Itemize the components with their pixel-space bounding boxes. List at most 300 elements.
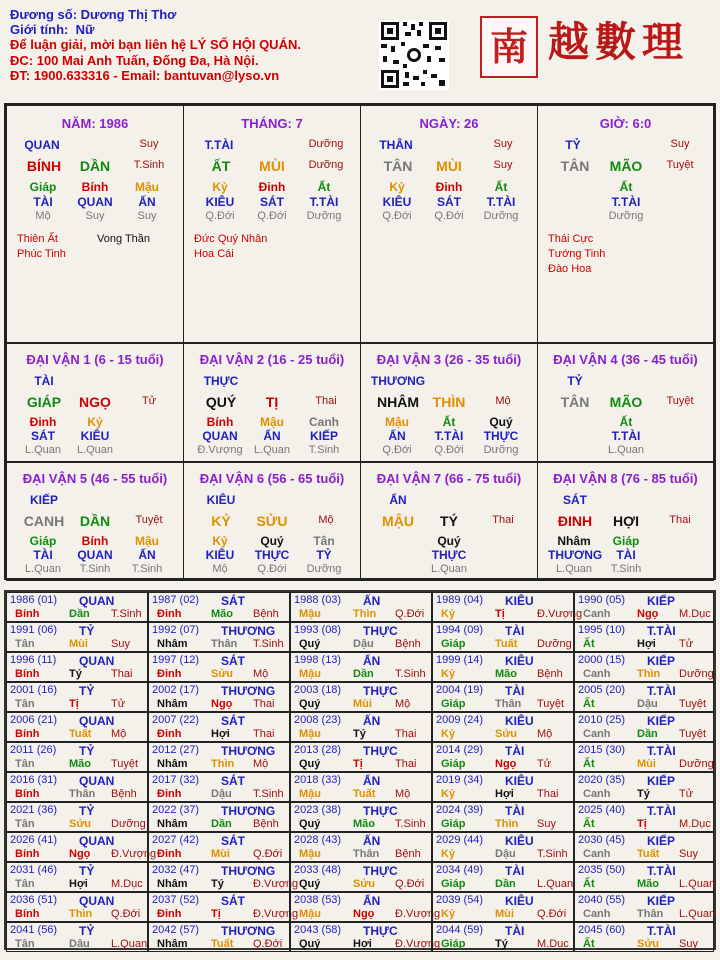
year-cell[interactable] (574, 682, 714, 712)
pillar-stage: Dưỡng (308, 138, 344, 150)
year-ten-god: QUAN (79, 894, 115, 908)
luck-branch: TÝ (440, 513, 458, 529)
year-label: 2041 (56) (10, 924, 58, 936)
year-branch: Dần (495, 878, 516, 890)
hidden-stem: Kỷ (389, 180, 405, 194)
luck-branch: DẦN (79, 513, 111, 529)
year-cell[interactable] (148, 682, 290, 712)
year-ten-god: T.TÀI (647, 924, 676, 938)
year-cell[interactable] (290, 892, 441, 922)
year-cell[interactable] (148, 862, 299, 892)
owner-name: Đương số: Dương Thị Thơ (10, 7, 177, 22)
year-label: 2015 (30) (578, 744, 626, 756)
year-stem: Đinh (157, 908, 182, 920)
luck-branch-stage: Mộ (495, 395, 511, 407)
auspicious-star: Đức Quý Nhân (194, 233, 268, 245)
year-stem: Ất (583, 638, 595, 650)
year-branch: Dậu (353, 638, 374, 650)
year-cell[interactable] (290, 862, 432, 892)
year-cell[interactable] (148, 712, 290, 742)
hidden-ten-god: SÁT (437, 195, 461, 209)
year-cell[interactable] (290, 922, 441, 952)
luck-hidden-stage: T.Sinh (131, 563, 163, 575)
year-stem: Mậu (299, 848, 321, 860)
luck-pillar-cell[interactable] (6, 462, 184, 581)
luck-hidden-stage: L.Quan (430, 563, 468, 575)
year-branch: Tý (495, 938, 508, 950)
year-cell[interactable] (148, 592, 290, 622)
year-cell[interactable] (432, 892, 574, 922)
inauspicious-star: Vong Thần (97, 233, 151, 245)
year-branch: Mùi (637, 758, 656, 770)
year-branch: Hợi (637, 638, 656, 650)
year-branch: Dần (211, 818, 232, 830)
year-ten-god: THƯƠNG (221, 864, 276, 878)
year-cell[interactable] (574, 922, 714, 952)
year-cell[interactable] (432, 652, 574, 682)
year-stage: M.Dục (679, 608, 711, 620)
year-stage: Tuyệt (111, 758, 139, 770)
hidden-stage: Q.Đới (382, 210, 412, 222)
year-ten-god: KIẾP (647, 774, 676, 788)
year-cell[interactable] (290, 682, 432, 712)
year-cell[interactable] (6, 802, 148, 832)
luck-pillar-cell[interactable] (537, 462, 714, 581)
hidden-ten-god: ẤN (138, 195, 156, 209)
year-stem: Ất (583, 758, 595, 770)
year-branch: Tuất (69, 728, 92, 740)
year-cell[interactable] (290, 772, 432, 802)
year-stage: Bệnh (537, 668, 563, 680)
year-stem: Canh (583, 608, 611, 620)
luck-branch: SỬU (256, 513, 288, 529)
luck-hidden-ten-god: TỶ (316, 548, 332, 562)
year-stage: Dưỡng (537, 638, 572, 650)
luck-hidden-stage: Dưỡng (483, 444, 519, 456)
year-stem: Tân (15, 878, 35, 890)
year-stage: Đ.Vượng (395, 938, 441, 950)
year-stem: Bính (15, 608, 40, 620)
year-label: 1986 (01) (10, 594, 58, 606)
luck-hidden-stem: Bính (206, 415, 234, 429)
year-stem: Kỷ (441, 788, 456, 800)
luck-hidden-stem: Ất (442, 415, 456, 429)
pillar-branch: DẦN (79, 158, 111, 174)
year-stage: Tử (679, 638, 694, 650)
luck-hidden-stage: L.Quan (555, 563, 593, 575)
luck-hidden-stem: Bính (81, 534, 109, 548)
year-label: 1997 (12) (152, 654, 200, 666)
year-cell[interactable] (148, 742, 290, 772)
year-stage: T.Sinh (253, 638, 284, 650)
year-stage: Tử (111, 698, 126, 710)
year-cell[interactable] (290, 652, 432, 682)
luck-ten-god: KIÊU (206, 493, 236, 507)
year-cell[interactable] (574, 592, 714, 622)
luck-hidden-stem: Quý (489, 415, 513, 429)
year-ten-god: THƯƠNG (221, 624, 276, 638)
year-cell[interactable] (574, 892, 714, 922)
year-label: 2034 (49) (436, 864, 484, 876)
luck-pillar-title: ĐẠI VẬN 1 (6 - 15 tuổi) (26, 352, 164, 367)
year-cell[interactable] (148, 832, 290, 862)
year-label: 2013 (28) (294, 744, 342, 756)
luck-stem: NHÂM (377, 394, 419, 410)
year-stem: Ất (583, 698, 595, 710)
year-branch: Tuất (211, 938, 234, 950)
year-cell[interactable] (6, 922, 148, 952)
year-label: 2009 (24) (436, 714, 484, 726)
year-cell[interactable] (6, 862, 148, 892)
year-ten-god: THƯƠNG (221, 744, 276, 758)
year-cell[interactable] (432, 592, 583, 622)
hidden-ten-god: T.TÀI (309, 195, 339, 209)
year-cell[interactable] (6, 742, 148, 772)
year-ten-god: KIÊU (505, 654, 534, 668)
year-stem: Nhâm (157, 938, 188, 950)
pillar-branch-stage: Suy (493, 159, 513, 171)
year-branch: Tuất (495, 638, 518, 650)
year-cell[interactable] (432, 742, 574, 772)
year-ten-god: T.TÀI (647, 684, 676, 698)
year-stage: Thai (537, 788, 559, 800)
year-label: 2040 (55) (578, 894, 626, 906)
auspicious-star: Thiên Ất (17, 233, 58, 245)
year-cell[interactable] (6, 682, 148, 712)
year-label: 2004 (19) (436, 684, 484, 696)
year-stem: Mậu (299, 668, 321, 680)
year-ten-god: T.TÀI (647, 864, 676, 878)
year-stem: Đinh (157, 788, 182, 800)
year-stage: T.Sinh (537, 848, 568, 860)
luck-ten-god: TÀI (34, 374, 54, 388)
pillar-title: NGÀY: 26 (419, 116, 479, 131)
pillar-cell (183, 105, 361, 343)
luck-branch-stage: Thai (669, 514, 691, 526)
luck-stem: GIÁP (26, 394, 62, 410)
year-ten-god: KIẾP (647, 594, 676, 608)
year-ten-god: THƯƠNG (221, 684, 276, 698)
luck-hidden-stage: L.Quan (76, 444, 114, 456)
luck-hidden-stage: Đ.Vượng (197, 444, 243, 456)
year-branch: Thìn (495, 818, 519, 830)
year-label: 2017 (32) (152, 774, 200, 786)
year-label: 2036 (51) (10, 894, 58, 906)
qr-code (379, 20, 449, 90)
luck-ten-god: ẤN (389, 493, 407, 507)
year-stem: Kỷ (441, 848, 456, 860)
year-label: 2018 (33) (294, 774, 342, 786)
year-ten-god: ẤN (363, 834, 381, 848)
year-ten-god: KIÊU (505, 894, 534, 908)
year-stem: Tân (15, 758, 35, 770)
luck-branch-stage: Tử (141, 395, 157, 407)
year-stem: Giáp (441, 638, 466, 650)
luck-ten-god: THƯƠNG (370, 374, 426, 388)
luck-pillar-title: ĐẠI VẬN 6 (56 - 65 tuổi) (199, 471, 345, 486)
year-stem: Quý (299, 878, 321, 890)
year-stem: Canh (583, 788, 611, 800)
luck-pillar-cell[interactable] (6, 343, 184, 462)
year-label: 2012 (27) (152, 744, 200, 756)
year-cell[interactable] (574, 652, 714, 682)
year-label: 1991 (06) (10, 624, 58, 636)
year-ten-god: T.TÀI (647, 804, 676, 818)
year-cell[interactable] (432, 862, 574, 892)
luck-hidden-ten-god: KIÊU (80, 429, 110, 443)
year-branch: Sửu (495, 728, 518, 740)
year-cell[interactable] (290, 832, 432, 862)
year-branch: Tý (69, 668, 82, 680)
year-cell[interactable] (148, 922, 290, 952)
year-cell[interactable] (148, 772, 290, 802)
year-branch: Tý (637, 788, 650, 800)
year-stage: Thai (111, 668, 133, 680)
year-cell[interactable] (6, 832, 157, 862)
year-cell[interactable] (6, 892, 148, 922)
hidden-stage: Mộ (35, 210, 51, 222)
year-stage: Đ.Vượng (253, 878, 299, 890)
year-ten-god: T.TÀI (647, 744, 676, 758)
luck-hidden-ten-god: ẤN (388, 429, 406, 443)
year-stem: Đinh (157, 668, 182, 680)
year-cell[interactable] (6, 712, 148, 742)
year-stage: Bệnh (395, 638, 421, 650)
year-stage: Mộ (253, 668, 269, 680)
year-ten-god: TÀI (505, 744, 525, 758)
hidden-ten-god: KIÊU (382, 195, 412, 209)
luck-hidden-stem: Tân (313, 534, 335, 548)
year-stem: Tân (15, 638, 35, 650)
year-branch: Tị (211, 908, 221, 920)
year-cell[interactable] (290, 622, 432, 652)
year-cell[interactable] (6, 652, 148, 682)
auspicious-star: Hoa Cái (194, 248, 234, 260)
year-ten-god: TỶ (79, 864, 95, 878)
year-cell[interactable] (574, 802, 714, 832)
year-ten-god: TỶ (79, 804, 95, 818)
year-label: 2002 (17) (152, 684, 200, 696)
pillar-stage: Suy (493, 138, 513, 150)
year-stem: Quý (299, 698, 321, 710)
year-cell[interactable] (148, 802, 290, 832)
gender-value: Nữ (75, 22, 95, 38)
year-stem: Bính (15, 668, 40, 680)
year-stage: Q.Đới (537, 908, 567, 920)
luck-hidden-ten-god: QUAN (202, 429, 238, 443)
year-stem: Giáp (441, 758, 466, 770)
luck-hidden-stem: Mậu (135, 534, 159, 548)
year-cell[interactable] (290, 802, 432, 832)
pillar-stem: TÂN (560, 158, 590, 174)
year-branch: Tị (637, 818, 647, 830)
year-cell[interactable] (574, 832, 714, 862)
luck-hidden-stem: Giáp (612, 534, 640, 548)
hidden-ten-god: SÁT (260, 195, 284, 209)
year-stem: Bính (15, 788, 40, 800)
year-stage: Dưỡng (679, 668, 714, 680)
year-label: 1993 (08) (294, 624, 342, 636)
luck-hidden-stage: Dưỡng (306, 563, 342, 575)
year-cell[interactable] (6, 772, 148, 802)
year-ten-god: QUAN (79, 714, 115, 728)
hidden-stage: Suy (85, 210, 105, 222)
year-stem: Ất (583, 818, 595, 830)
year-branch: Tị (353, 758, 363, 770)
year-cell[interactable] (432, 622, 574, 652)
year-branch: Mùi (495, 908, 514, 920)
year-ten-god: SÁT (221, 654, 245, 668)
year-stem: Quý (299, 638, 321, 650)
year-cell[interactable] (574, 712, 714, 742)
year-label: 1995 (10) (578, 624, 626, 636)
year-label: 2033 (48) (294, 864, 342, 876)
luck-hidden-stem: Mậu (260, 415, 284, 429)
year-label: 2044 (59) (436, 924, 484, 936)
year-cell[interactable] (574, 772, 714, 802)
year-stem: Mậu (299, 788, 321, 800)
year-stem: Mậu (299, 908, 321, 920)
year-cell[interactable] (290, 592, 432, 622)
year-ten-god: KIẾP (647, 654, 676, 668)
hidden-ten-god: TÀI (33, 195, 53, 209)
luck-pillar-cell[interactable] (360, 462, 538, 581)
year-cell[interactable] (574, 622, 714, 652)
year-label: 1994 (09) (436, 624, 484, 636)
year-cell[interactable] (6, 622, 148, 652)
year-stage: L.Quan (537, 878, 574, 890)
pillar-cell (360, 105, 538, 343)
luck-branch-stage: Tuyệt (135, 514, 163, 526)
year-cell[interactable] (148, 892, 299, 922)
year-stem: Bính (15, 848, 40, 860)
year-cell[interactable] (148, 622, 290, 652)
year-stage: Thai (253, 698, 275, 710)
year-ten-god: THƯƠNG (221, 804, 276, 818)
year-label: 2030 (45) (578, 834, 626, 846)
year-cell[interactable] (148, 652, 290, 682)
year-ten-god: TỶ (79, 684, 95, 698)
year-branch: Dậu (495, 848, 516, 860)
year-cell[interactable] (290, 712, 432, 742)
year-branch: Thân (69, 788, 96, 800)
luck-ten-god: KIẾP (29, 493, 58, 507)
year-label: 2008 (23) (294, 714, 342, 726)
year-cell[interactable] (432, 922, 574, 952)
year-cell[interactable] (574, 742, 714, 772)
pillar-cell (6, 105, 184, 343)
year-stem: Giáp (441, 878, 466, 890)
year-cell[interactable] (6, 592, 148, 622)
year-ten-god: KIẾP (647, 834, 676, 848)
year-stem: Nhâm (157, 758, 188, 770)
year-stage: Tuyệt (679, 698, 707, 710)
year-label: 1999 (14) (436, 654, 484, 666)
year-label: 2016 (31) (10, 774, 58, 786)
year-stem: Tân (15, 818, 35, 830)
year-stage: Mộ (253, 758, 269, 770)
year-cell[interactable] (290, 742, 432, 772)
luck-branch-stage: Thai (492, 514, 514, 526)
luck-branch-stage: Thai (315, 395, 337, 407)
year-stem: Canh (583, 908, 611, 920)
luck-pillar-cell[interactable] (183, 462, 361, 581)
year-stage: Q.Đới (395, 608, 425, 620)
year-label: 2020 (35) (578, 774, 626, 786)
luck-branch-stage: Mộ (318, 514, 334, 526)
year-stem: Nhâm (157, 878, 188, 890)
year-ten-god: KIÊU (505, 594, 534, 608)
luck-pillar-cell[interactable] (360, 343, 538, 462)
year-stem: Ất (583, 878, 595, 890)
auspicious-star: Phúc Tinh (17, 248, 66, 260)
year-stage: Đ.Vượng (395, 908, 441, 920)
luck-hidden-ten-god: THỰC (483, 429, 519, 443)
pillar-stem: TÂN (383, 158, 413, 174)
luck-hidden-ten-god: ẤN (138, 548, 156, 562)
year-cell[interactable] (432, 832, 574, 862)
year-ten-god: KIẾP (647, 714, 676, 728)
year-cell[interactable] (432, 682, 574, 712)
year-stage: T.Sinh (395, 818, 426, 830)
luck-pillar-title: ĐẠI VẬN 3 (26 - 35 tuổi) (376, 352, 522, 367)
year-stem: Giáp (441, 938, 466, 950)
year-label: 2010 (25) (578, 714, 626, 726)
luck-hidden-ten-god: THỰC (431, 548, 467, 562)
luck-branch: NGỌ (79, 394, 111, 410)
year-label: 2038 (53) (294, 894, 342, 906)
year-cell[interactable] (432, 802, 574, 832)
luck-pillar-cell[interactable] (537, 343, 714, 462)
year-stem: Quý (299, 758, 321, 770)
year-ten-god: TÀI (505, 864, 525, 878)
year-cell[interactable] (574, 862, 714, 892)
pillar-stage: Suy (670, 138, 690, 150)
year-stem: Quý (299, 938, 321, 950)
luck-hidden-stage: Q.Đới (257, 563, 287, 575)
year-branch: Tị (69, 698, 79, 710)
year-cell[interactable] (432, 772, 574, 802)
logo-text: 越數理 (548, 18, 689, 66)
luck-hidden-stem: Mậu (385, 415, 409, 429)
year-stage: Mộ (111, 728, 127, 740)
year-label: 2003 (18) (294, 684, 342, 696)
luck-stem: MẬU (382, 513, 414, 529)
year-stage: Tuyệt (679, 728, 707, 740)
luck-hidden-stem: Quý (437, 534, 461, 548)
year-branch: Dần (353, 668, 374, 680)
year-ten-god: ẤN (363, 774, 381, 788)
luck-pillar-title: ĐẠI VẬN 2 (16 - 25 tuổi) (199, 352, 345, 367)
year-stem: Nhâm (157, 698, 188, 710)
year-branch: Mùi (211, 848, 230, 860)
year-branch: Hợi (69, 878, 88, 890)
year-stem: Kỷ (441, 608, 456, 620)
year-stem: Đinh (157, 728, 182, 740)
year-stem: Đinh (157, 608, 182, 620)
year-branch: Mão (495, 668, 517, 680)
luck-hidden-ten-god: SÁT (31, 429, 55, 443)
year-branch: Sửu (211, 668, 234, 680)
contact-line: Để luận giải, mời bạn liên hệ LÝ SỐ HỘI QUÁN. (10, 37, 301, 53)
year-ten-god: ẤN (363, 714, 381, 728)
year-ten-god: TỶ (79, 924, 95, 938)
year-cell[interactable] (432, 712, 574, 742)
luck-pillar-cell[interactable] (183, 343, 361, 462)
hidden-ten-god: T.TÀI (486, 195, 516, 209)
year-stage: Mộ (395, 698, 411, 710)
year-ten-god: TÀI (505, 804, 525, 818)
